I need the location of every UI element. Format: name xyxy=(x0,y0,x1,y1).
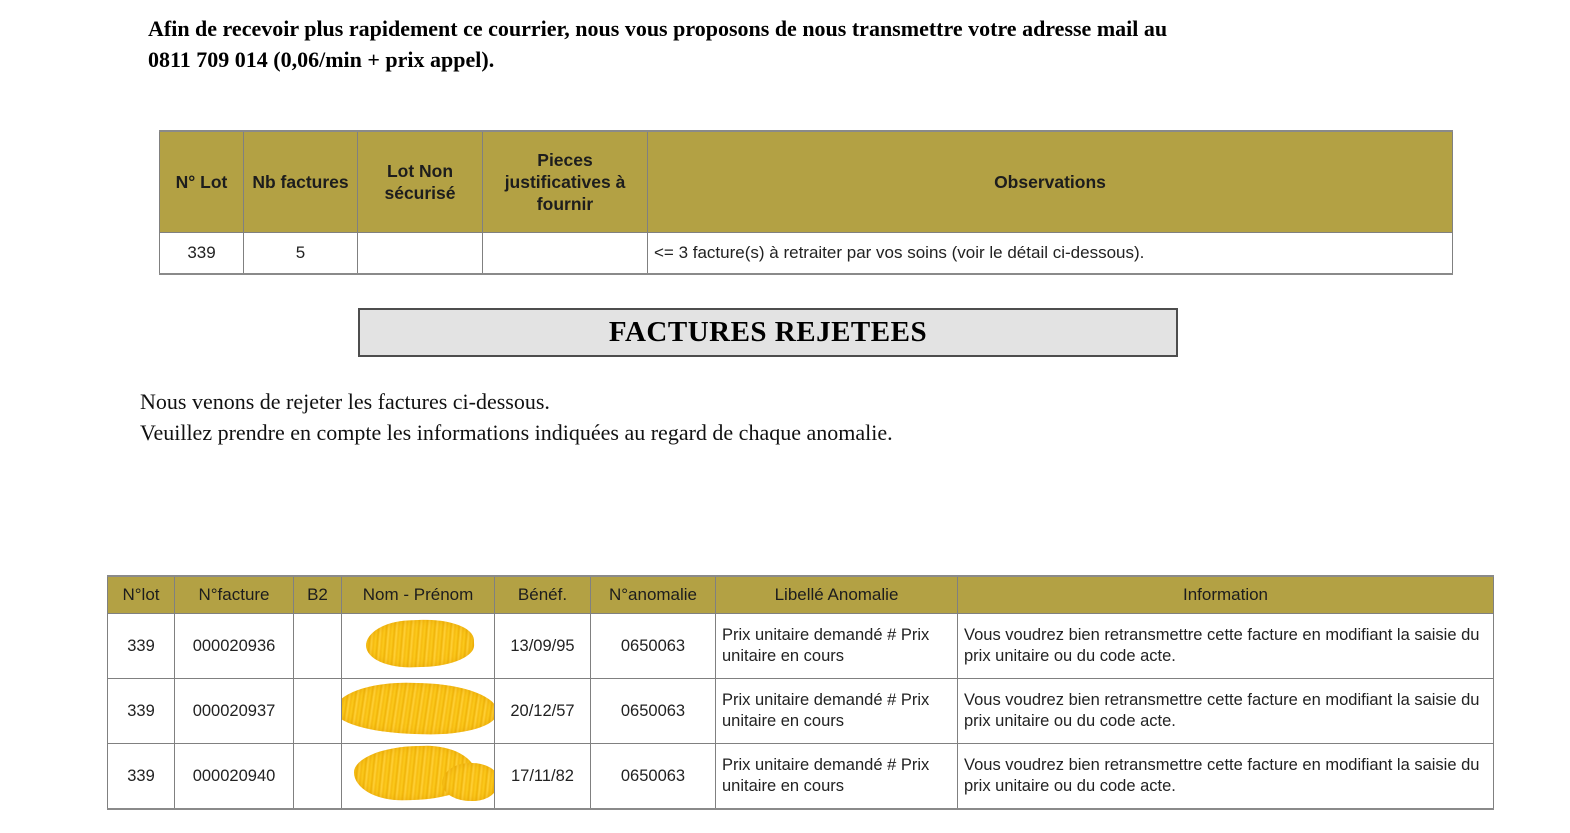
cell-facture: 000020940 xyxy=(175,744,294,810)
cell-anomalie: 0650063 xyxy=(591,679,716,744)
cell-lot: 339 xyxy=(160,233,244,275)
cell-nom-prenom xyxy=(342,744,495,810)
rejection-notice-paragraph xyxy=(140,386,1340,448)
cell-benef: 13/09/95 xyxy=(495,614,591,679)
redaction-highlight xyxy=(342,681,495,736)
cell-b2 xyxy=(294,744,342,810)
cell-nom-prenom xyxy=(342,679,495,744)
cell-benef: 17/11/82 xyxy=(495,744,591,810)
cell-facture: 000020937 xyxy=(175,679,294,744)
column-header-nfacture: N°facture xyxy=(175,576,294,614)
cell-lot: 339 xyxy=(108,679,175,744)
cell-lot: 339 xyxy=(108,744,175,810)
cell-anomalie: 0650063 xyxy=(591,744,716,810)
cell-facture: 000020936 xyxy=(175,614,294,679)
column-header-nanomalie: N°anomalie xyxy=(591,576,716,614)
column-header-observations: Observations xyxy=(648,131,1453,233)
column-header-lot-non-securise: Lot Non sécurisé xyxy=(358,131,483,233)
rejected-table-row xyxy=(108,744,1494,810)
cell-libelle: Prix unitaire demandé # Prix unitaire en cours xyxy=(716,614,958,679)
cell-information: Vous voudrez bien retransmettre cette facture en modifiant la saisie du prix unitaire ou du code acte. xyxy=(958,744,1494,810)
column-header-n-lot: N° Lot xyxy=(160,131,244,233)
rejected-invoices-table xyxy=(107,575,1494,810)
redaction-highlight xyxy=(354,745,477,801)
intro-line-1: Afin de recevoir plus rapidement ce courrier, nous vous proposons de nous transmettre votre adresse mail au xyxy=(148,16,1168,41)
column-header-nom-prenom: Nom - Prénom xyxy=(342,576,495,614)
column-header-b2: B2 xyxy=(294,576,342,614)
column-header-pieces-justificatives: Pieces justificatives à fournir xyxy=(483,131,648,233)
column-header-nb-factures: Nb factures xyxy=(244,131,358,233)
rejected-header-row xyxy=(108,576,1494,614)
rejected-table-row xyxy=(108,679,1494,744)
column-header-nlot: N°lot xyxy=(108,576,175,614)
cell-benef: 20/12/57 xyxy=(495,679,591,744)
rejection-notice-line-1: Nous venons de rejeter les factures ci-dessous. xyxy=(140,389,550,414)
cell-nb-factures: 5 xyxy=(244,233,358,275)
summary-header-row xyxy=(160,131,1453,233)
cell-lot: 339 xyxy=(108,614,175,679)
column-header-information: Information xyxy=(958,576,1494,614)
cell-observations: <= 3 facture(s) à retraiter par vos soins (voir le détail ci-dessous). xyxy=(648,233,1453,275)
section-title-banner xyxy=(358,308,1178,357)
cell-b2 xyxy=(294,614,342,679)
cell-libelle: Prix unitaire demandé # Prix unitaire en cours xyxy=(716,744,958,810)
cell-anomalie: 0650063 xyxy=(591,614,716,679)
cell-information: Vous voudrez bien retransmettre cette facture en modifiant la saisie du prix unitaire ou du code acte. xyxy=(958,614,1494,679)
column-header-benef: Bénéf. xyxy=(495,576,591,614)
column-header-libelle-anomalie: Libellé Anomalie xyxy=(716,576,958,614)
cell-information: Vous voudrez bien retransmettre cette facture en modifiant la saisie du prix unitaire ou du code acte. xyxy=(958,679,1494,744)
summary-table-row xyxy=(160,233,1453,275)
cell-b2 xyxy=(294,679,342,744)
intro-paragraph xyxy=(148,13,1428,75)
rejection-notice-line-2: Veuillez prendre en compte les informations indiquées au regard de chaque anomalie. xyxy=(140,420,893,445)
intro-line-2: 0811 709 014 (0,06/min + prix appel). xyxy=(148,47,495,72)
cell-nom-prenom xyxy=(342,614,495,679)
cell-pieces-justificatives xyxy=(483,233,648,275)
rejected-table-row xyxy=(108,614,1494,679)
summary-table xyxy=(159,130,1453,275)
section-title: FACTURES REJETEES xyxy=(608,316,928,348)
cell-libelle: Prix unitaire demandé # Prix unitaire en cours xyxy=(716,679,958,744)
cell-lot-non-securise xyxy=(358,233,483,275)
redaction-highlight xyxy=(365,618,475,669)
